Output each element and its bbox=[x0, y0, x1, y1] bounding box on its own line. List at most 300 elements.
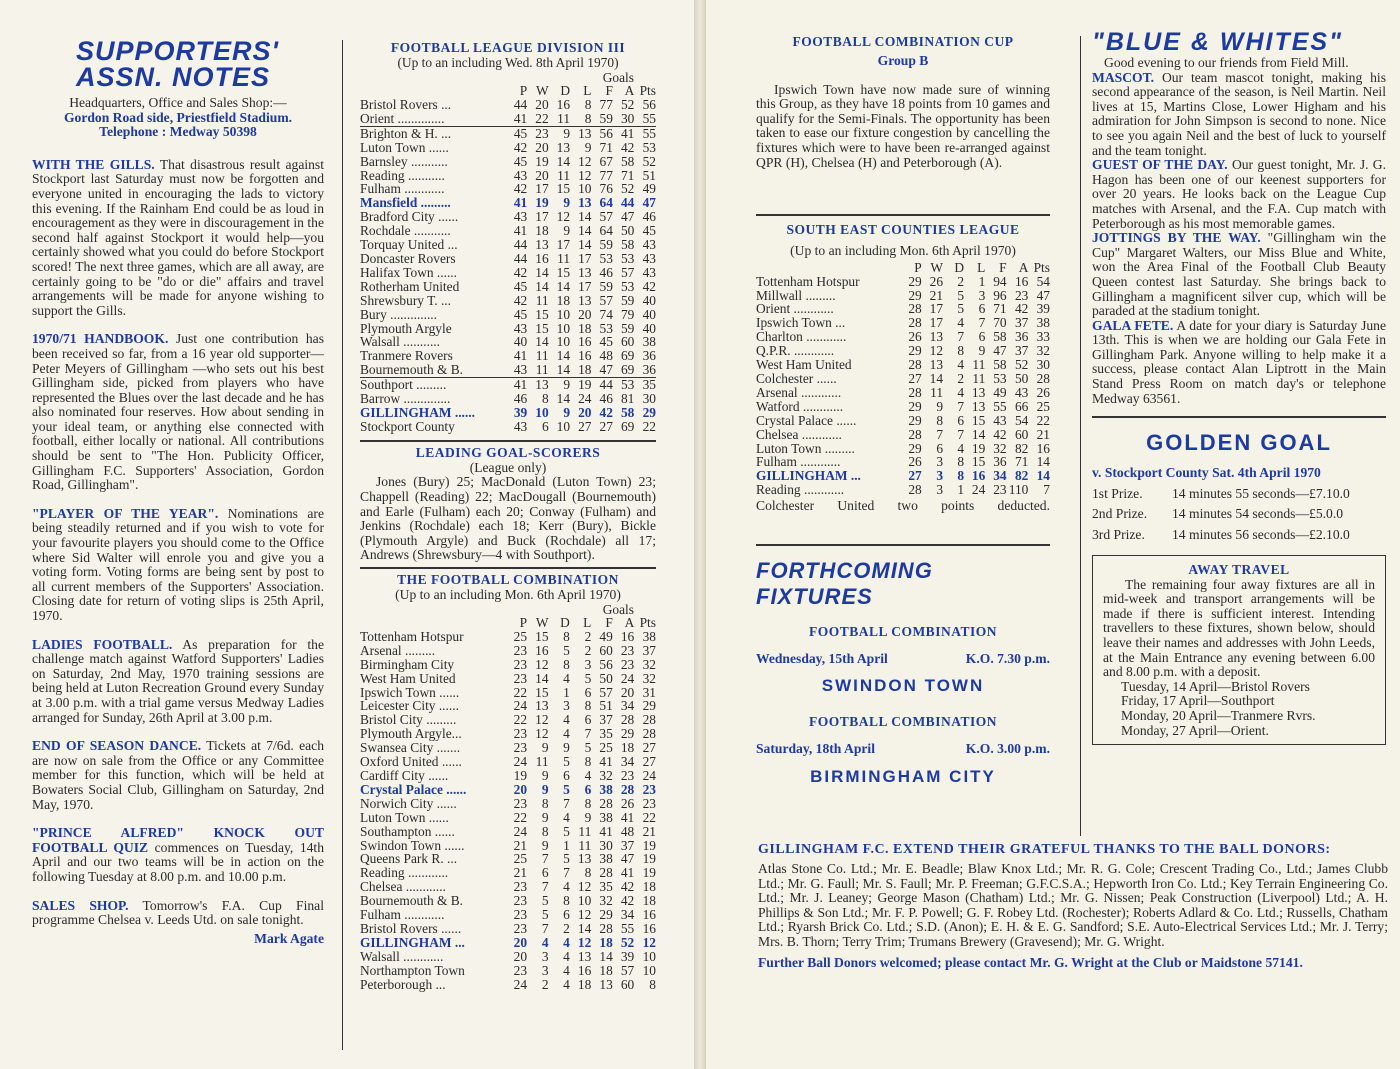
bw-title: "BLUE & WHITES" bbox=[1092, 28, 1343, 56]
div3-cell: 42 bbox=[513, 181, 528, 197]
combination-header-cell: W bbox=[535, 615, 549, 630]
table-row bbox=[360, 141, 656, 155]
combination-table bbox=[360, 616, 656, 991]
table-row bbox=[360, 349, 656, 363]
div3-cell: 17 bbox=[535, 181, 549, 197]
div3-header-cell: P bbox=[519, 83, 528, 99]
secl-cell: 8 bbox=[936, 412, 944, 428]
combination-cell: 31 bbox=[642, 684, 656, 700]
div3-cell: 12 bbox=[578, 167, 592, 183]
secl-cell: 96 bbox=[993, 287, 1007, 303]
combination-cell: 7 bbox=[541, 920, 549, 936]
secl-cell: 7 bbox=[1043, 482, 1050, 498]
combination-header-row bbox=[360, 616, 656, 630]
div3-cell: 49 bbox=[642, 181, 656, 197]
combination-cell: 28 bbox=[599, 865, 613, 881]
secl-cell: 6 bbox=[978, 301, 986, 317]
div3-cell: 30 bbox=[613, 112, 634, 126]
secl-team: Ipswich Town ... bbox=[756, 315, 846, 331]
secl-cell: 21 bbox=[1036, 426, 1050, 442]
combination-cell: 4 bbox=[563, 670, 570, 686]
combination-cell: 20 bbox=[620, 684, 635, 700]
secl-cell: 7 bbox=[978, 315, 986, 331]
combination-cell: 23 bbox=[642, 781, 656, 797]
secl-cell: 12 bbox=[929, 343, 944, 359]
secl-cell: 3 bbox=[936, 454, 944, 470]
scorers-title: LEADING GOAL-SCORERS bbox=[415, 444, 601, 460]
secl-cell: 34 bbox=[993, 468, 1007, 484]
combination-cell: 2 bbox=[584, 642, 592, 658]
combination-team: Birmingham City bbox=[360, 656, 455, 672]
secl-cell: 37 bbox=[1014, 343, 1029, 359]
combination-cell: 5 bbox=[584, 670, 592, 686]
fixture-competition: FOOTBALL COMBINATION bbox=[809, 714, 997, 730]
table-row bbox=[360, 210, 656, 224]
scorers-subtitle: (League only) bbox=[469, 459, 547, 475]
secl-cell: 11 bbox=[972, 357, 986, 373]
bw-paragraph bbox=[1092, 158, 1386, 231]
secl-cell: 29 bbox=[908, 287, 922, 303]
combination-cell: 11 bbox=[578, 823, 592, 839]
div3-cell: 59 bbox=[599, 278, 613, 294]
combination-cell: 23 bbox=[513, 642, 528, 658]
div3-cell: 46 bbox=[513, 391, 528, 407]
secl-cell: 19 bbox=[971, 440, 986, 456]
golden-prize-row bbox=[1092, 487, 1386, 502]
away-fixture: Friday, 17 April—Southport bbox=[1121, 693, 1275, 709]
supporters-title-line1: SUPPORTERS' bbox=[76, 36, 279, 66]
secl-cell: 2 bbox=[957, 273, 965, 289]
golden-prize-label: 2nd Prize. bbox=[1092, 506, 1148, 522]
combination-cell: 23 bbox=[513, 879, 528, 895]
away-text: The remaining four away fixtures are all in mid-week and transport arrangements will be made if there is sufficient interest. Intending travellers to these fixtures, shown below, should leave their names and addresses with John Leeds, at the Main Entrance any evening between 6.00 and 8.00 p.m. with a deposit. bbox=[1103, 576, 1375, 680]
combination-cell: 6 bbox=[563, 907, 570, 923]
combination-subtitle: (Up to an including Mon. 6th April 1970) bbox=[395, 586, 621, 602]
secl-cell: 26 bbox=[908, 454, 922, 470]
div3-cell: 56 bbox=[642, 97, 656, 112]
bw-paragraph bbox=[1092, 231, 1386, 319]
combination-cell: 25 bbox=[513, 851, 528, 867]
combination-cell: 29 bbox=[599, 907, 613, 923]
secl-cell: 7 bbox=[957, 426, 965, 442]
cup-title: FOOTBALL COMBINATION CUP bbox=[792, 34, 1014, 49]
div3-cell: 17 bbox=[578, 278, 592, 294]
div3-cell: 20 bbox=[535, 167, 549, 183]
combination-cell: 6 bbox=[584, 684, 592, 700]
table-row bbox=[360, 811, 656, 825]
div3-cell: 76 bbox=[599, 181, 613, 197]
table-row bbox=[756, 455, 1050, 469]
secl-header-team bbox=[756, 261, 900, 275]
div3-cell: 44 bbox=[620, 195, 635, 211]
secl-cell: 8 bbox=[957, 454, 965, 470]
combination-team: Bournemouth & B. bbox=[360, 893, 464, 909]
div3-cell: 59 bbox=[591, 112, 612, 126]
div3-cell: 79 bbox=[620, 306, 635, 322]
div3-cell: 57 bbox=[620, 264, 635, 280]
table-row bbox=[360, 950, 656, 964]
combination-cell: 16 bbox=[620, 628, 635, 644]
div3-cell: 14 bbox=[578, 237, 592, 253]
fixture-item bbox=[756, 624, 1050, 697]
combination-cell: 4 bbox=[563, 712, 570, 728]
combination-cell: 8 bbox=[563, 656, 570, 672]
column-divider bbox=[342, 40, 343, 1050]
div3-cell: 59 bbox=[599, 237, 613, 253]
combination-cell: 16 bbox=[535, 642, 549, 658]
combination-cell: 4 bbox=[563, 962, 570, 978]
combination-cell: 3 bbox=[541, 948, 549, 964]
combination-cell: 25 bbox=[513, 628, 528, 644]
fixture-date-row bbox=[756, 742, 1050, 757]
cup-column bbox=[756, 34, 1050, 787]
combination-cell: 8 bbox=[541, 795, 549, 811]
supporters-paragraph-text: That disastrous result against Stockport last Saturday must now be forgotten and everyone united in encouraging the lads to victory this evening. If the Rainham End could be as loud in encouragement as they were in discouragement in the second half against Stockport it would help—you certainly showed what you could do before Stockport scored! The next three games, which are all away, are certainly going to be "do or die" affairs and travel arrangements will be made for anyone wishing to support the Gills. bbox=[32, 156, 324, 318]
secl-cell: 9 bbox=[936, 398, 944, 414]
div3-cell: 17 bbox=[578, 250, 592, 266]
div3-cell: 64 bbox=[599, 195, 613, 211]
combination-cell: 23 bbox=[513, 907, 528, 923]
secl-cell: 71 bbox=[1014, 454, 1029, 470]
secl-cell: 13 bbox=[929, 357, 944, 373]
golden-prize-label: 3rd Prize. bbox=[1092, 527, 1145, 543]
fixture-competition: FOOTBALL COMBINATION bbox=[809, 623, 997, 639]
div3-cell: 71 bbox=[620, 167, 635, 183]
combination-cell: 12 bbox=[535, 712, 549, 728]
golden-prize-value: 14 minutes 55 seconds—£7.10.0 bbox=[1172, 485, 1350, 501]
supporters-paragraph-lead: "PLAYER OF THE YEAR". bbox=[32, 505, 219, 521]
secl-cell: 28 bbox=[908, 301, 922, 317]
combination-cell: 41 bbox=[599, 754, 613, 770]
secl-cell: 53 bbox=[993, 371, 1007, 386]
bw-paragraph-text: A date for your diary is Saturday June 13th. This is when we are holding our Gala Fete in Gillingham Park. Anyone willing to help make it a success, please contact Alan Liptrott in the Main Stand Press Room on match day's or telephone Medway 63561. bbox=[1092, 317, 1386, 406]
div3-cell: 48 bbox=[599, 348, 613, 364]
div3-cell: 12 bbox=[578, 153, 592, 169]
div3-cell: 10 bbox=[535, 404, 549, 420]
combination-cell: 34 bbox=[620, 907, 635, 923]
div3-cell: 43 bbox=[642, 250, 656, 266]
div3-cell: 16 bbox=[556, 97, 571, 112]
div3-cell: 40 bbox=[513, 334, 528, 350]
supporters-title bbox=[76, 38, 324, 90]
combination-team: Cardiff City ...... bbox=[360, 767, 449, 783]
div3-cell: 40 bbox=[642, 320, 656, 336]
secl-cell: 17 bbox=[929, 301, 944, 317]
div3-header-cell: A bbox=[624, 83, 635, 99]
div3-cell: 55 bbox=[642, 125, 656, 141]
combination-cell: 4 bbox=[563, 948, 570, 964]
combination-cell: 11 bbox=[578, 837, 592, 853]
div3-cell: 43 bbox=[506, 363, 527, 377]
combination-cell: 9 bbox=[541, 837, 549, 853]
combination-team: Leicester City ...... bbox=[360, 698, 459, 714]
supporters-paragraph-lead: END OF SEASON DANCE. bbox=[32, 738, 202, 754]
secl-header-cell: P bbox=[914, 259, 922, 275]
combination-header-cell: P bbox=[519, 615, 528, 630]
table-row bbox=[360, 322, 656, 336]
combination-cell: 18 bbox=[599, 934, 613, 950]
div3-cell: 22 bbox=[642, 418, 656, 434]
div3-cell: 14 bbox=[556, 278, 571, 294]
div3-cell: 10 bbox=[556, 320, 571, 336]
div3-goals-label: Goals bbox=[602, 69, 634, 85]
div3-team: Shrewsbury T. ... bbox=[360, 292, 452, 308]
secl-header-cell: F bbox=[999, 259, 1007, 275]
page-gutter bbox=[694, 0, 706, 1069]
div3-cell: 16 bbox=[578, 334, 592, 350]
combination-cell: 23 bbox=[513, 656, 528, 672]
combination-cell: 4 bbox=[563, 809, 570, 825]
fixtures-title: FORTHCOMING FIXTURES bbox=[756, 557, 933, 609]
combination-cell: 4 bbox=[541, 934, 549, 950]
table-row bbox=[360, 630, 656, 644]
combination-cell: 18 bbox=[642, 893, 656, 909]
combination-cell: 41 bbox=[620, 809, 635, 825]
div3-team: Reading ........... bbox=[360, 167, 445, 183]
div3-cell: 45 bbox=[513, 306, 528, 322]
secl-cell: 25 bbox=[1036, 398, 1050, 414]
table-row bbox=[360, 169, 656, 183]
golden-prize-row bbox=[1092, 528, 1386, 543]
combination-cell: 18 bbox=[577, 976, 592, 992]
table-row bbox=[360, 741, 656, 755]
fixture-opponent: SWINDON TOWN bbox=[821, 676, 985, 696]
combination-cell: 38 bbox=[642, 628, 656, 644]
div3-cell: 13 bbox=[578, 292, 592, 308]
supporters-paragraph-text: Tomorrow's F.A. Cup Final programme Chelsea v. Leeds Utd. on sale tonight. bbox=[32, 897, 324, 928]
secl-cell: 11 bbox=[972, 371, 986, 386]
bw-intro: Good evening to our friends from Field Mill. bbox=[1104, 55, 1349, 70]
div3-cell: 38 bbox=[642, 334, 656, 350]
combination-team: Chelsea ............ bbox=[360, 879, 446, 895]
div3-cell: 47 bbox=[642, 195, 656, 211]
secl-cell: 50 bbox=[1014, 371, 1029, 386]
bw-paragraph bbox=[1092, 71, 1386, 159]
combination-cell: 38 bbox=[599, 851, 613, 867]
combination-cell: 9 bbox=[541, 781, 549, 797]
combination-cell: 8 bbox=[584, 698, 592, 714]
fixture-kickoff: K.O. 3.00 p.m. bbox=[965, 741, 1050, 757]
secl-cell: 47 bbox=[993, 343, 1007, 359]
div3-cell: 60 bbox=[620, 334, 635, 350]
combination-cell: 6 bbox=[584, 781, 592, 797]
div3-cell: 59 bbox=[620, 292, 635, 308]
div3-team: Orient .............. bbox=[360, 112, 506, 126]
combination-cell: 5 bbox=[563, 851, 570, 867]
combination-cell: 7 bbox=[563, 865, 570, 881]
combination-cell: 57 bbox=[599, 684, 613, 700]
bw-paragraphs bbox=[1092, 71, 1386, 407]
supporters-paragraph bbox=[32, 507, 324, 624]
combination-team: Plymouth Argyle... bbox=[360, 726, 462, 742]
table-row bbox=[360, 727, 656, 741]
div3-cell: 43 bbox=[513, 418, 528, 434]
table-row bbox=[360, 224, 656, 238]
table-row bbox=[360, 126, 656, 140]
supporters-paragraph bbox=[32, 739, 324, 812]
div3-cell: 44 bbox=[513, 237, 528, 253]
combination-team: Swansea City ....... bbox=[360, 740, 461, 756]
golden-prizes bbox=[1092, 487, 1386, 543]
supporters-paragraph-text: Nominations are being steadily returned and if you wish to vote for your favourite players you should come to the Office where Sid Walter will enrole you and give you a voting form. Voting forms are being sent by post to all current members of the Supporters' Association. Closing date for return of voting slips is 25th April, 1970. bbox=[32, 505, 324, 623]
div3-cell: 45 bbox=[513, 153, 528, 169]
div3-cell: 10 bbox=[556, 334, 571, 350]
secl-table bbox=[756, 261, 1050, 497]
div3-cell: 53 bbox=[599, 320, 613, 336]
supporters-paragraph bbox=[32, 899, 324, 928]
secl-cell: 32 bbox=[1036, 343, 1050, 359]
table-row bbox=[360, 978, 656, 992]
div3-cell: 13 bbox=[578, 195, 592, 211]
div3-team: Barnsley ........... bbox=[360, 153, 448, 169]
secl-cell: 23 bbox=[993, 482, 1007, 498]
combination-cell: 12 bbox=[642, 934, 656, 950]
secl-cell: 70 bbox=[993, 315, 1007, 331]
div3-team: Southport ......... bbox=[360, 377, 447, 393]
div3-header-cell: D bbox=[560, 83, 571, 99]
div3-team: Brighton & H. ... bbox=[360, 125, 452, 141]
secl-team: Tottenham Hotspur bbox=[756, 273, 860, 289]
secl-cell: 23 bbox=[1014, 287, 1029, 303]
combination-cell: 27 bbox=[642, 754, 656, 770]
div3-cell: 40 bbox=[642, 292, 656, 308]
div3-cell: 19 bbox=[535, 195, 549, 211]
combination-cell: 20 bbox=[513, 781, 528, 797]
bw-paragraph bbox=[1092, 319, 1386, 407]
table-row bbox=[360, 755, 656, 769]
table-row bbox=[756, 372, 1050, 386]
combination-cell: 4 bbox=[563, 879, 570, 895]
table-row bbox=[360, 378, 656, 392]
div3-cell: 41 bbox=[506, 112, 527, 126]
away-fixture: Monday, 27 April—Orient. bbox=[1121, 722, 1269, 738]
div3-cell: 42 bbox=[642, 278, 656, 294]
secl-header-row bbox=[756, 261, 1050, 275]
table-row bbox=[756, 483, 1050, 497]
combination-cell: 8 bbox=[563, 628, 570, 644]
combination-cell: 23 bbox=[620, 656, 635, 672]
combination-cell: 28 bbox=[620, 712, 635, 728]
table-row bbox=[360, 783, 656, 797]
away-fixtures bbox=[1103, 680, 1375, 738]
combination-cell: 2 bbox=[563, 920, 570, 936]
table-row bbox=[360, 392, 656, 406]
div3-cell: 45 bbox=[513, 125, 528, 141]
secl-cell: 52 bbox=[1014, 357, 1029, 373]
fixtures-list bbox=[756, 624, 1050, 787]
combination-cell: 19 bbox=[642, 865, 656, 881]
combination-cell: 5 bbox=[563, 754, 570, 770]
div3-cell: 9 bbox=[563, 223, 571, 239]
combination-team: Norwich City ...... bbox=[360, 795, 457, 811]
secl-header-cell: W bbox=[930, 259, 944, 275]
div3-cell: 41 bbox=[513, 223, 528, 239]
secl-cell: 42 bbox=[993, 426, 1007, 442]
golden-prize-row bbox=[1092, 507, 1386, 522]
div3-team: Halifax Town ...... bbox=[360, 264, 457, 280]
div3-cell: 11 bbox=[535, 292, 549, 308]
table-row bbox=[360, 839, 656, 853]
div3-cell: 10 bbox=[556, 306, 571, 322]
div3-team: Bournemouth & B. bbox=[360, 363, 506, 377]
combination-cell: 39 bbox=[620, 948, 635, 964]
supporters-column bbox=[32, 38, 324, 946]
bw-paragraph-lead: GALA FETE. bbox=[1092, 317, 1174, 333]
div3-header-cell: W bbox=[536, 83, 549, 99]
combination-team: Queens Park R. ... bbox=[360, 851, 458, 867]
combination-cell: 48 bbox=[620, 823, 635, 839]
combination-cell: 28 bbox=[642, 712, 656, 728]
combination-team: Fulham ............ bbox=[360, 907, 445, 923]
div3-cell: 11 bbox=[557, 250, 571, 266]
secl-cell: 71 bbox=[993, 301, 1007, 317]
div3-cell: 30 bbox=[642, 391, 656, 407]
secl-cell: 33 bbox=[1036, 329, 1050, 345]
combination-cell: 5 bbox=[563, 823, 570, 839]
combination-team: Crystal Palace ...... bbox=[360, 781, 467, 797]
combination-cell: 49 bbox=[599, 628, 613, 644]
secl-cell: 16 bbox=[971, 468, 986, 484]
donors-text: Atlas Stone Co. Ltd.; Mr. E. Beadle; Blaw Knox Ltd.; Mr. R. G. Cole; Crescent Trading Co., Ltd.; James Clubb Ltd.; Mr. G. Faull; Mr. S. Faull; Mr. P. Freeman; G.F.C.S.A.; Hepworth Iron Co. Ltd.; Key Terrain Engineering Co. Ltd.; Mr. J. Leaney; George Mason (Chatham) Ltd.; Mr. G. Nissen; Peak Construction (Liverpool) Ltd.; A. H. Phillips & Son Ltd.; Mr. F. P. Powell; G. F. Robey Ltd. (Rochester); Roberts Adlard & Co. Ltd.; Russells, Chatham Ltd.; Ryarsh Brick Co. Ltd.; S.D. (Anon); E. H. & E. G. Sandford; S.E. Auto-Electrical Services Ltd.; Mr. J. Terry; Mrs. B. Thorn; Terry Trim; Trumans Brewery (Gravesend); Mr. G. Wright. bbox=[758, 861, 1388, 949]
secl-cell: 7 bbox=[957, 398, 965, 414]
combination-cell: 13 bbox=[599, 976, 613, 992]
combination-cell: 29 bbox=[642, 698, 656, 714]
combination-cell: 23 bbox=[620, 642, 635, 658]
div3-cell: 41 bbox=[620, 125, 635, 141]
table-row bbox=[360, 658, 656, 672]
secl-cell: 29 bbox=[908, 440, 922, 456]
fixture-item bbox=[756, 714, 1050, 787]
combination-cell: 25 bbox=[599, 740, 613, 756]
golden-prize-label: 1st Prize. bbox=[1092, 485, 1143, 501]
away-fixture: Tuesday, 14 April—Bristol Rovers bbox=[1121, 678, 1310, 694]
golden-prize-value: 14 minutes 56 seconds—£2.10.0 bbox=[1172, 527, 1350, 543]
combination-cell: 6 bbox=[541, 865, 549, 881]
div3-cell: 13 bbox=[578, 264, 592, 280]
div3-header-cell: Pts bbox=[639, 83, 656, 99]
bw-paragraph-lead: JOTTINGS BY THE WAY. bbox=[1092, 230, 1261, 246]
combination-cell: 19 bbox=[642, 837, 656, 853]
secl-cell: 58 bbox=[993, 329, 1007, 345]
secl-cell: 66 bbox=[1014, 398, 1029, 414]
combination-cell: 5 bbox=[563, 642, 570, 658]
table-row bbox=[756, 289, 1050, 303]
combination-cell: 20 bbox=[513, 948, 528, 964]
secl-cell: 4 bbox=[957, 440, 965, 456]
table-row bbox=[360, 294, 656, 308]
div3-cell: 39 bbox=[513, 404, 528, 420]
secl-cell: 3 bbox=[978, 287, 986, 303]
div3-cell: 18 bbox=[578, 320, 592, 336]
combination-cell: 22 bbox=[513, 684, 528, 700]
away-fixture: Monday, 20 April—Tranmere Rvrs. bbox=[1121, 707, 1316, 723]
div3-cell: 9 bbox=[563, 195, 571, 211]
secl-cell: 13 bbox=[929, 329, 944, 345]
secl-cell: 32 bbox=[993, 440, 1007, 456]
div3-cell: 11 bbox=[557, 167, 571, 183]
secl-cell: 28 bbox=[908, 482, 922, 498]
rule bbox=[756, 544, 1050, 546]
combination-cell: 24 bbox=[642, 767, 656, 783]
div3-subtitle: (Up to an including Wed. 8th April 1970) bbox=[397, 55, 619, 70]
combination-cell: 32 bbox=[599, 767, 613, 783]
combination-cell: 41 bbox=[620, 865, 635, 881]
combination-cell: 22 bbox=[513, 809, 528, 825]
supporters-paragraph-lead: 1970/71 HANDBOOK. bbox=[32, 331, 169, 347]
combination-header-cell: L bbox=[583, 615, 592, 630]
supporters-paragraph-text: As preparation for the challenge match against Watford Supporters' Ladies on Saturday, 2nd May, 1970 training sessions are being held at Luton Recreation Ground every Sunday at 3.00 p.m. with a trial game versus Medway Ladies arranged for Sunday, 26th April at 3.00 p.m. bbox=[32, 636, 325, 725]
combination-team: Southampton ...... bbox=[360, 823, 455, 839]
